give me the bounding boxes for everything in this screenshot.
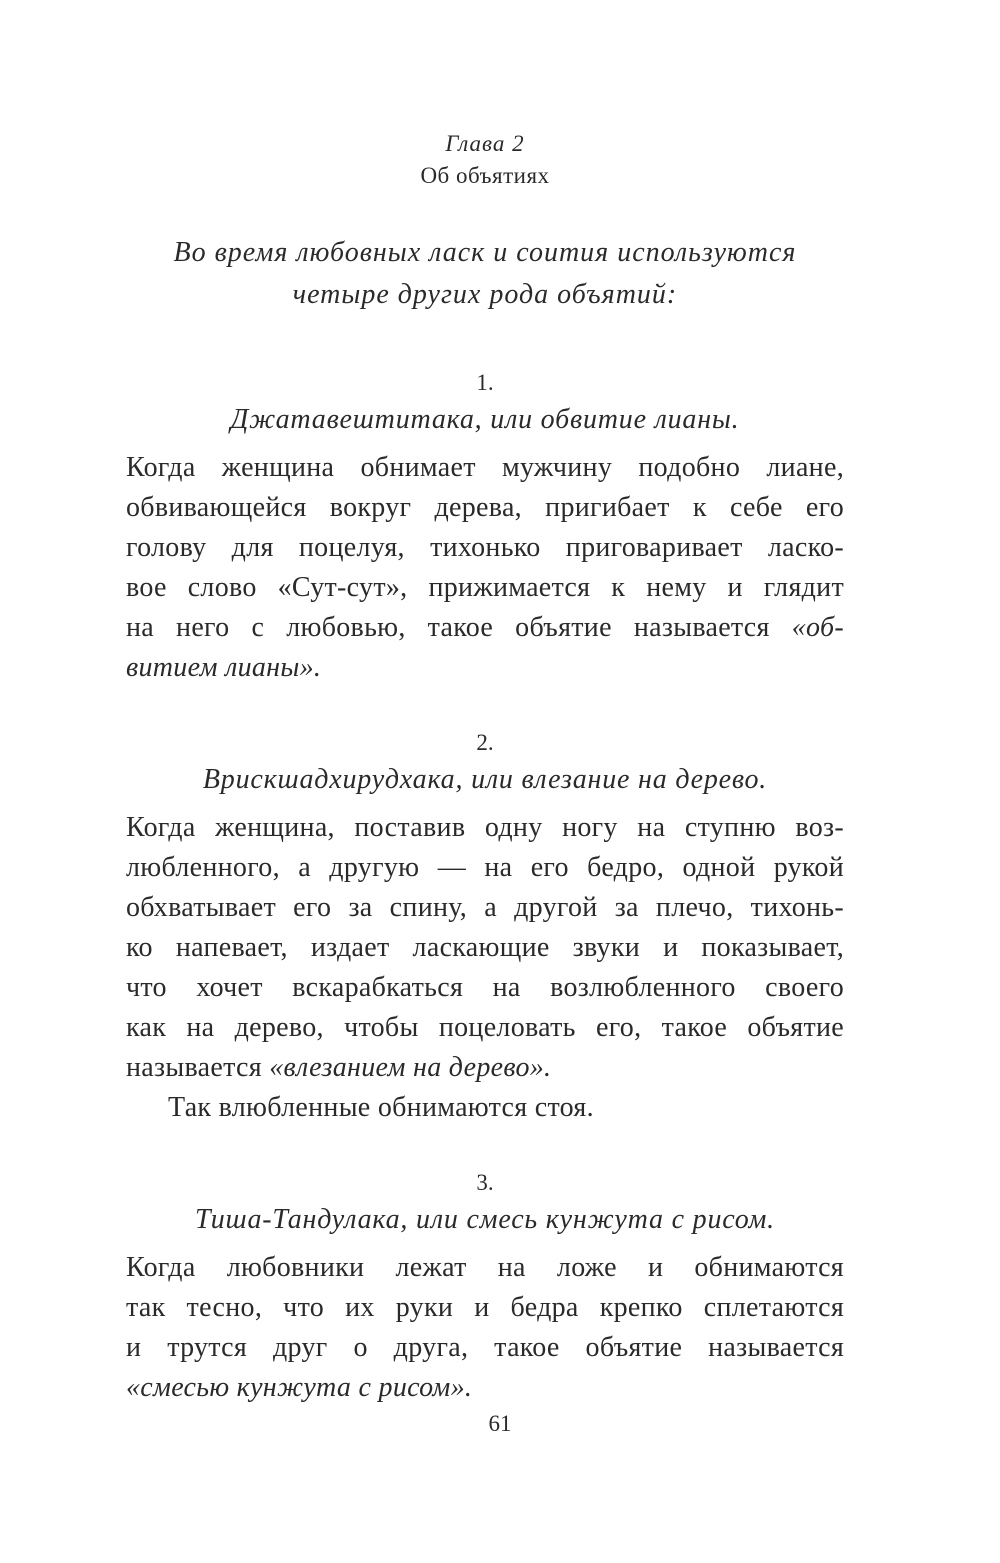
term-text: «влезанием на дерево».	[269, 1052, 552, 1083]
intro-text	[126, 232, 844, 316]
body-line: что хочет вскарабкаться на возлюбленного своего	[126, 972, 844, 1003]
body-line: Так влюбленные обнимаются стоя.	[168, 1092, 594, 1123]
page-content	[126, 128, 844, 1408]
term-line: витием лианы».	[126, 652, 322, 683]
section-title: Врискшадхирудхака, или влезание на дерево.	[202, 764, 768, 795]
section-2	[126, 726, 844, 1128]
chapter-title: Об объятиях	[420, 163, 550, 188]
body-line: Когда женщина обнимает мужчину подобно лиане,	[126, 452, 844, 483]
page-number: 61	[488, 1411, 512, 1436]
section-title: Джатавештитака, или обвитие лианы.	[230, 404, 740, 435]
body-line: обвивающейся вокруг дерева, пригибает к себе его	[126, 492, 844, 523]
term-line: «смесью кунжута с рисом».	[126, 1372, 473, 1403]
section-number: 3.	[476, 1170, 494, 1195]
section-body	[126, 808, 844, 1128]
section-1	[126, 366, 844, 688]
section-number: 2.	[476, 730, 494, 755]
section-body	[126, 448, 844, 688]
body-line: обхватывает его за спину, а другой за плечо, тихонь-	[126, 892, 844, 923]
body-line: и трутся друг о друга, такое объятие называется	[126, 1332, 844, 1363]
chapter-number: Глава 2	[445, 131, 525, 156]
term-text: «об-	[791, 612, 844, 643]
body-line	[126, 1048, 844, 1088]
body-line: как на дерево, чтобы поцеловать его, такое объятие	[126, 1012, 844, 1043]
section-title: Тиша-Тандулака, или смесь кунжута с рисом.	[195, 1204, 775, 1235]
section-body	[126, 1248, 844, 1408]
intro-line: Во время любовных ласк и соития используются	[173, 237, 797, 268]
body-line: так тесно, что их руки и бедра крепко сплетаются	[126, 1292, 844, 1323]
body-line: голову для поцелуя, тихонько приговаривает ласко-	[126, 532, 844, 563]
body-text: на него с любовью, такое объятие называется	[126, 612, 792, 643]
body-line: вое слово «Сут-сут», прижимается к нему и глядит	[126, 572, 844, 603]
body-line: Когда любовники лежат на ложе и обнимаются	[126, 1252, 844, 1283]
body-line: любленного, а другую — на его бедро, одной рукой	[126, 852, 844, 883]
body-text: называется	[126, 1052, 270, 1083]
intro-line: четыре других рода объятий:	[292, 279, 678, 310]
section-number: 1.	[476, 370, 494, 395]
body-line: Когда женщина, поставив одну ногу на ступню воз-	[126, 812, 844, 843]
body-line: ко напевает, издает ласкающие звуки и показывает,	[126, 932, 844, 963]
body-line	[126, 608, 844, 648]
section-3	[126, 1166, 844, 1408]
